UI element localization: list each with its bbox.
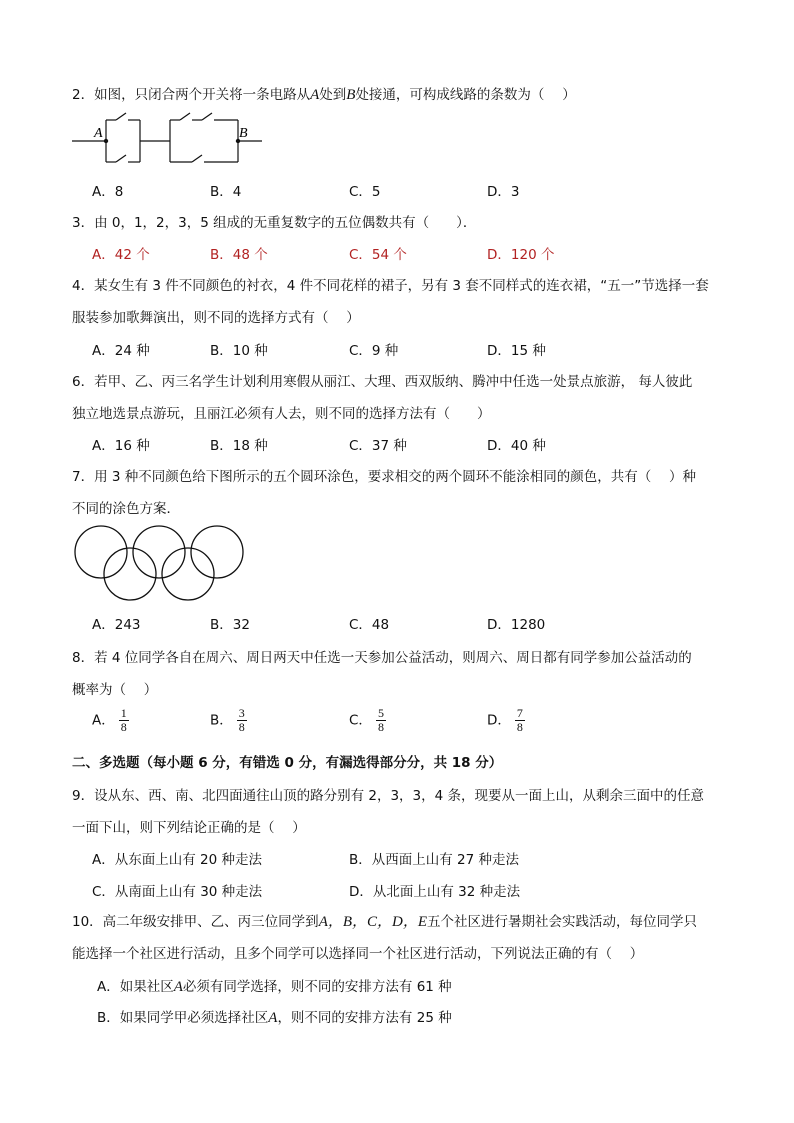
circuit-label-a: A bbox=[94, 126, 103, 141]
q8-option-a-letter: A． bbox=[92, 712, 115, 729]
q2-option-c: C．5 bbox=[349, 184, 381, 200]
q8-option-a-fraction bbox=[119, 707, 129, 734]
ring-top-right bbox=[191, 526, 243, 578]
q10-text-pre: 10．高二年级安排甲、乙、丙三位同学到 bbox=[72, 914, 319, 930]
q8-option-c bbox=[349, 707, 386, 734]
q6-stem-line2: 独立地选景点游玩，且丽江必须有人去，则不同的选择方法有（ ） bbox=[72, 406, 491, 422]
q10-option-b-letter: A bbox=[268, 1010, 278, 1026]
q3-option-d: D．120 个 bbox=[487, 247, 555, 263]
five-rings-diagram bbox=[70, 524, 250, 606]
fraction-denominator: 8 bbox=[516, 720, 523, 734]
fraction-numerator: 3 bbox=[238, 706, 245, 720]
q4-option-c: C．9 种 bbox=[349, 343, 399, 359]
q10-option-b bbox=[97, 1006, 452, 1027]
q9-option-b: B．从西面上山有 27 种走法 bbox=[349, 852, 520, 868]
q8-option-c-fraction bbox=[376, 707, 386, 734]
fraction-numerator: 5 bbox=[377, 706, 384, 720]
q7-option-d: D．1280 bbox=[487, 617, 546, 633]
q9-stem-line1: 9．设从东、西、南、北四面通往山顶的路分别有 2，3，3，4 条，现要从一面上山，从剩余三面中的任意 bbox=[72, 788, 705, 804]
section2-title: 二、多选题（每小题 6 分，有错选 0 分，有漏选得部分分，共 18 分） bbox=[72, 755, 503, 771]
q10-option-b-post: ，则不同的安排方法有 25 种 bbox=[277, 1010, 452, 1026]
q4-stem-line2: 服装参加歌舞演出，则不同的选择方式有（ ） bbox=[72, 310, 360, 326]
q8-stem-line1: 8．若 4 位同学各自在周六、周日两天中任选一天参加公益活动，则周六、周日都有同学参加公益活动的 bbox=[72, 650, 692, 666]
q4-option-a: A．24 种 bbox=[92, 343, 150, 359]
q10-option-a bbox=[97, 975, 452, 996]
q8-stem-line2: 概率为（ ） bbox=[72, 682, 158, 698]
q7-option-c: C．48 bbox=[349, 617, 390, 633]
q2-option-a: A．8 bbox=[92, 184, 124, 200]
q3-option-a: A．42 个 bbox=[92, 247, 150, 263]
q9-option-a: A．从东面上山有 20 种走法 bbox=[92, 852, 262, 868]
q7-option-a: A．243 bbox=[92, 617, 141, 633]
q10-stem-line1 bbox=[72, 910, 697, 931]
q3-option-b: B．48 个 bbox=[210, 247, 268, 263]
ring-top-middle bbox=[133, 526, 185, 578]
fraction-denominator: 8 bbox=[120, 720, 127, 734]
q2-option-d: D．3 bbox=[487, 184, 520, 200]
q9-option-d: D．从北面上山有 32 种走法 bbox=[349, 884, 521, 900]
q2-text-pre: 2．如图，只闭合两个开关将一条电路从 bbox=[72, 87, 311, 103]
q4-option-d: D．15 种 bbox=[487, 343, 546, 359]
q8-option-a bbox=[92, 707, 129, 734]
q10-option-a-post: 必须有同学选择，则不同的安排方法有 61 种 bbox=[182, 979, 452, 995]
fraction-denominator: 8 bbox=[238, 720, 245, 734]
q2-text-mid: 处到 bbox=[319, 87, 347, 103]
q8-option-d-fraction bbox=[515, 707, 525, 734]
q6-option-a: A．16 种 bbox=[92, 438, 150, 454]
q3-stem: 3．由 0，1，2，3，5 组成的无重复数字的五位偶数共有（ ）． bbox=[72, 215, 477, 231]
ring-bottom-right bbox=[162, 548, 214, 600]
circuit-diagram bbox=[72, 110, 272, 170]
q9-stem-line2: 一面下山，则下列结论正确的是（ ） bbox=[72, 820, 306, 836]
q2-point-a: A bbox=[310, 87, 320, 103]
q6-stem-line1: 6．若甲、乙、丙三名学生计划利用寒假从丽江、大理、西双版纳、腾冲中任选一处景点旅游， 每人彼此 bbox=[72, 374, 693, 390]
q10-option-a-letter: A bbox=[173, 979, 183, 995]
q10-option-b-pre: B．如果同学甲必须选择社区 bbox=[97, 1010, 269, 1026]
q8-option-d-letter: D． bbox=[487, 712, 511, 729]
q8-option-d bbox=[487, 707, 525, 734]
q6-option-c: C．37 种 bbox=[349, 438, 407, 454]
fraction-numerator: 7 bbox=[516, 706, 523, 720]
q8-option-c-letter: C． bbox=[349, 712, 372, 729]
q10-option-a-pre: A．如果社区 bbox=[97, 979, 174, 995]
q4-option-b: B．10 种 bbox=[210, 343, 268, 359]
q2-stem bbox=[72, 83, 576, 104]
q8-option-b-letter: B． bbox=[210, 712, 233, 729]
fraction-numerator: 1 bbox=[120, 706, 127, 720]
q7-option-b: B．32 bbox=[210, 617, 250, 633]
q2-text-post: 处接通，可构成线路的条数为（ ） bbox=[355, 87, 576, 103]
q6-option-d: D．40 种 bbox=[487, 438, 546, 454]
q6-option-b: B．18 种 bbox=[210, 438, 268, 454]
q8-option-b-fraction bbox=[237, 707, 247, 734]
q9-option-c: C．从南面上山有 30 种走法 bbox=[92, 884, 263, 900]
q10-community-letters: A，B，C，D，E bbox=[318, 914, 428, 930]
ring-top-left bbox=[75, 526, 127, 578]
q10-stem-line2: 能选择一个社区进行活动，且多个同学可以选择同一个社区进行活动，下列说法正确的有（ ） bbox=[72, 946, 644, 962]
q2-option-b: B．4 bbox=[210, 184, 242, 200]
q8-option-b bbox=[210, 707, 247, 734]
fraction-denominator: 8 bbox=[377, 720, 384, 734]
q10-text-post: 五个社区进行暑期社会实践活动，每位同学只 bbox=[427, 914, 698, 930]
q7-stem-line1: 7．用 3 种不同颜色给下图所示的五个圆环涂色，要求相交的两个圆环不能涂相同的颜色，共有（ ）种 bbox=[72, 469, 697, 485]
q4-stem-line1: 4．某女生有 3 件不同颜色的衬衣，4 件不同花样的裙子，另有 3 套不同样式的连衣裙，“五一”节选择一套 bbox=[72, 278, 709, 294]
ring-bottom-left bbox=[104, 548, 156, 600]
q2-point-b: B bbox=[346, 87, 356, 103]
q3-option-c: C．54 个 bbox=[349, 247, 407, 263]
circuit-label-b: B bbox=[239, 126, 248, 141]
q7-stem-line2: 不同的涂色方案． bbox=[72, 501, 180, 517]
